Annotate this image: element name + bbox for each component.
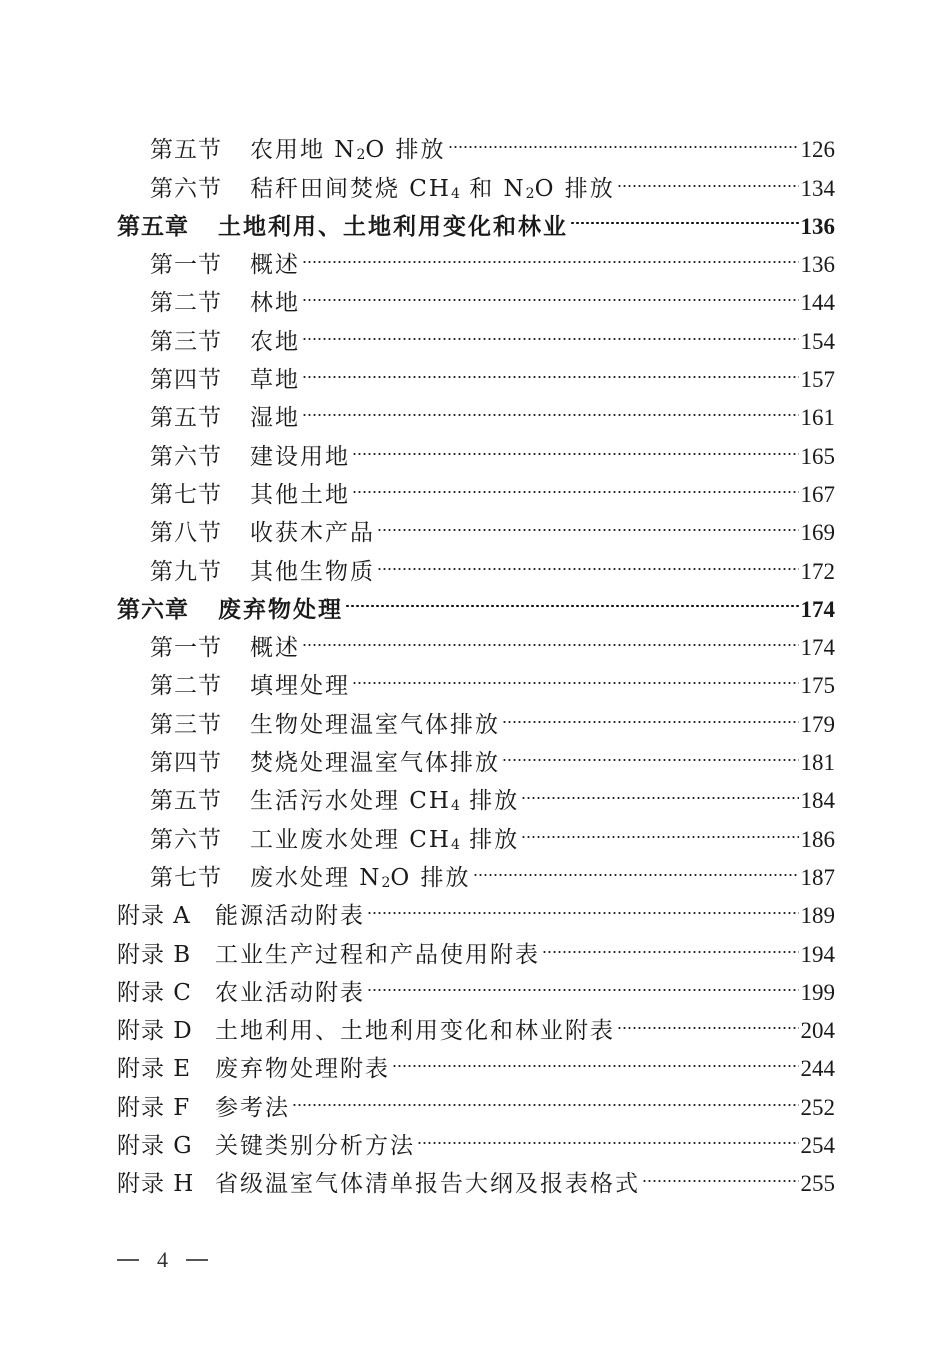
toc-entry-section[interactable]	[0, 234, 950, 279]
leader-dots	[302, 387, 799, 425]
toc-entry-appendix[interactable]	[0, 1000, 950, 1045]
toc-entry-title: 建设用地	[250, 443, 350, 470]
toc-entry-title: 草地	[250, 367, 300, 394]
toc-entry-title: 废弃物处理	[218, 595, 343, 623]
leader-dots	[502, 693, 799, 731]
toc-entry-label: 第六节	[150, 826, 222, 853]
toc-entry-chapter[interactable]	[0, 579, 950, 623]
leader-dots	[642, 1153, 799, 1191]
toc-entry-page: 174	[800, 635, 835, 661]
table-of-contents	[0, 119, 950, 1198]
toc-entry-page: 204	[800, 1018, 835, 1044]
leader-dots	[367, 885, 799, 923]
toc-entry-page: 254	[800, 1133, 835, 1159]
toc-entry-page: 175	[800, 673, 835, 699]
toc-entry-title: 湿地	[250, 405, 300, 432]
leader-dots	[345, 579, 799, 617]
leader-dots	[542, 923, 799, 961]
toc-entry-label: 第三节	[150, 711, 222, 738]
page-number: 4	[157, 1247, 168, 1272]
toc-entry-label: 第八节	[150, 520, 222, 547]
toc-entry-section[interactable]	[0, 540, 950, 585]
toc-entry-label: 附录 C	[117, 979, 192, 1006]
toc-entry-label: 第五节	[150, 137, 222, 164]
toc-entry-appendix[interactable]	[0, 962, 950, 1006]
toc-entry-label: 附录 D	[117, 1018, 193, 1045]
toc-entry-label: 附录 H	[117, 1171, 195, 1198]
toc-entry-section[interactable]	[0, 349, 950, 394]
toc-entry-label: 第六节	[150, 175, 222, 202]
toc-entry-page: 255	[800, 1171, 835, 1197]
footer-dash-left	[117, 1259, 139, 1261]
toc-entry-title: 生活污水处理 $CH_4$ 排放	[250, 788, 520, 815]
toc-entry-page: 199	[800, 979, 835, 1005]
leader-dots	[367, 962, 799, 1000]
toc-entry-chapter[interactable]	[0, 196, 950, 240]
toc-entry-title: 概述	[250, 635, 300, 662]
toc-entry-section[interactable]	[0, 693, 950, 738]
leader-dots	[473, 847, 799, 885]
toc-entry-label: 第四节	[150, 750, 222, 777]
toc-entry-section[interactable]	[0, 157, 950, 202]
toc-entry-title: 工业废水处理 $CH_4$ 排放	[250, 826, 520, 853]
toc-entry-label: 第六节	[150, 443, 222, 470]
toc-entry-page: 189	[800, 903, 835, 929]
leader-dots	[417, 1115, 799, 1153]
leader-dots	[570, 196, 799, 234]
toc-entry-page: 194	[800, 941, 835, 967]
toc-entry-title: 秸秆田间焚烧 $CH_4$ 和 $N_2O$ 排放	[250, 175, 615, 202]
toc-entry-title: 关键类别分析方法	[215, 1133, 415, 1160]
toc-entry-title: 农业活动附表	[215, 979, 365, 1006]
toc-entry-label: 第六章	[117, 595, 189, 623]
toc-entry-title: 参考法	[215, 1094, 290, 1121]
toc-entry-title: 收获木产品	[250, 520, 375, 547]
toc-entry-page: 157	[800, 367, 835, 393]
toc-entry-section[interactable]	[0, 387, 950, 432]
toc-entry-title: 能源活动附表	[215, 903, 365, 930]
toc-entry-appendix[interactable]	[0, 1115, 950, 1160]
toc-entry-page: 174	[800, 596, 835, 622]
toc-entry-title: 其他生物质	[250, 558, 375, 585]
toc-entry-section[interactable]	[0, 732, 950, 777]
toc-entry-page: 244	[800, 1056, 835, 1082]
leader-dots	[302, 349, 799, 387]
toc-entry-section[interactable]	[0, 425, 950, 470]
toc-entry-page: 134	[800, 175, 835, 201]
leader-dots	[502, 732, 799, 770]
toc-entry-label: 第二节	[150, 673, 222, 700]
toc-entry-label: 第七节	[150, 864, 222, 891]
leader-dots	[302, 234, 799, 272]
toc-entry-title: 农地	[250, 328, 300, 355]
toc-entry-page: 252	[800, 1094, 835, 1120]
toc-entry-label: 第一节	[150, 635, 222, 662]
toc-entry-appendix[interactable]	[0, 885, 950, 930]
footer-dash-right	[186, 1259, 208, 1261]
toc-entry-appendix[interactable]	[0, 1038, 950, 1083]
toc-entry-label: 第四节	[150, 367, 222, 394]
leader-dots	[352, 655, 799, 693]
toc-entry-section[interactable]	[0, 770, 950, 815]
toc-entry-label: 附录 F	[117, 1094, 191, 1121]
toc-entry-title: 填埋处理	[250, 673, 350, 700]
toc-entry-section[interactable]	[0, 119, 950, 164]
toc-entry-page: 154	[800, 328, 835, 354]
toc-entry-page: 161	[800, 405, 835, 431]
toc-entry-page: 136	[800, 252, 835, 278]
page-footer	[117, 1247, 208, 1273]
toc-entry-title: 土地利用、土地利用变化和林业	[218, 212, 568, 240]
toc-entry-page: 179	[800, 711, 835, 737]
toc-entry-label: 第二节	[150, 290, 222, 317]
leader-dots	[448, 119, 799, 157]
toc-entry-label: 第三节	[150, 328, 222, 355]
toc-entry-label: 第九节	[150, 558, 222, 585]
leader-dots	[617, 1000, 799, 1038]
toc-entry-label: 附录 G	[117, 1133, 193, 1160]
toc-entry-title: 林地	[250, 290, 300, 317]
toc-entry-section[interactable]	[0, 464, 950, 508]
toc-entry-appendix[interactable]	[0, 923, 950, 968]
toc-entry-page: 136	[800, 213, 835, 239]
toc-entry-page: 186	[800, 826, 835, 852]
toc-entry-section[interactable]	[0, 502, 950, 547]
toc-entry-section[interactable]	[0, 310, 950, 355]
toc-entry-title: 土地利用、土地利用变化和林业附表	[215, 1018, 615, 1045]
toc-entry-section[interactable]	[0, 655, 950, 700]
toc-entry-section[interactable]	[0, 272, 950, 317]
leader-dots	[521, 770, 798, 808]
toc-entry-label: 第五节	[150, 405, 222, 432]
toc-entry-page: 169	[800, 520, 835, 546]
toc-entry-label: 附录 A	[117, 903, 191, 930]
leader-dots	[392, 1038, 799, 1076]
leader-dots	[377, 540, 799, 578]
toc-entry-page: 181	[800, 750, 835, 776]
toc-entry-label: 附录 B	[117, 941, 192, 968]
leader-dots	[292, 1076, 799, 1114]
leader-dots	[302, 617, 799, 655]
toc-entry-section[interactable]	[0, 847, 950, 891]
toc-entry-title: 其他土地	[250, 481, 350, 508]
toc-entry-title: 废水处理 $N_2O$ 排放	[250, 864, 471, 891]
toc-entry-label: 第五章	[117, 212, 189, 240]
toc-entry-label: 附录 E	[117, 1056, 192, 1083]
toc-entry-title: 焚烧处理温室气体排放	[250, 750, 500, 777]
toc-entry-page: 165	[800, 443, 835, 469]
leader-dots	[302, 310, 799, 348]
toc-entry-page: 144	[800, 290, 835, 316]
toc-entry-page: 184	[800, 788, 835, 814]
toc-entry-page: 172	[800, 558, 835, 584]
toc-entry-title: 概述	[250, 252, 300, 279]
toc-entry-title: 工业生产过程和产品使用附表	[215, 941, 540, 968]
toc-entry-title: 农用地 $N_2O$ 排放	[250, 137, 446, 164]
toc-entry-label: 第一节	[150, 252, 222, 279]
leader-dots	[352, 425, 799, 463]
toc-entry-page: 126	[800, 137, 835, 163]
leader-dots	[377, 502, 799, 540]
toc-entry-page: 187	[800, 864, 835, 890]
leader-dots	[302, 272, 799, 310]
toc-entry-title: 省级温室气体清单报告大纲及报表格式	[215, 1171, 640, 1198]
toc-entry-section[interactable]	[0, 617, 950, 662]
leader-dots	[617, 157, 799, 195]
toc-entry-label: 第五节	[150, 788, 222, 815]
toc-entry-section[interactable]	[0, 808, 950, 853]
leader-dots	[521, 808, 798, 846]
toc-entry-title: 废弃物处理附表	[215, 1056, 390, 1083]
toc-entry-title: 生物处理温室气体排放	[250, 711, 500, 738]
toc-entry-label: 第七节	[150, 481, 222, 508]
leader-dots	[352, 464, 799, 502]
toc-entry-page: 167	[800, 481, 835, 507]
toc-entry-appendix[interactable]	[0, 1153, 950, 1198]
toc-entry-appendix[interactable]	[0, 1076, 950, 1121]
